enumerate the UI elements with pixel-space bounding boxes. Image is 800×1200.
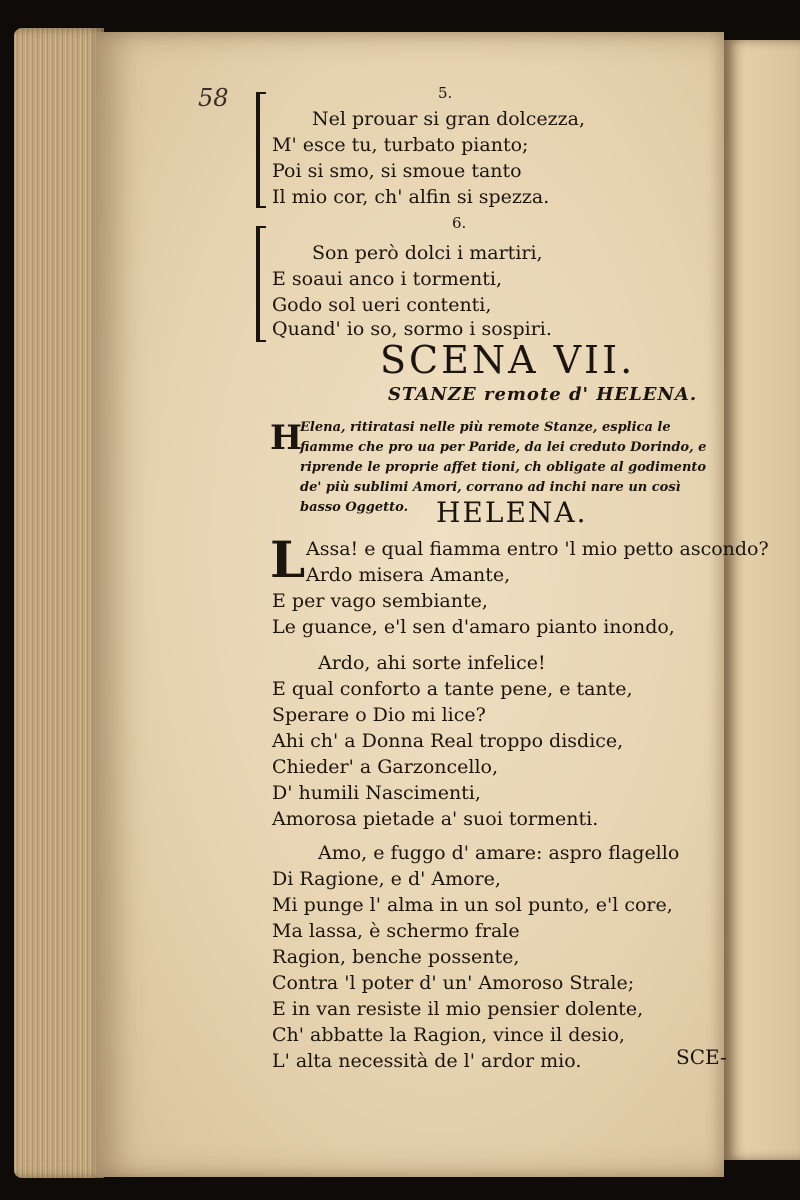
verse-line: Il mio cor, ch' alfin si spezza. — [272, 186, 550, 208]
verse-line: Ch' abbatte la Ragion, vince il desio, — [272, 1024, 625, 1046]
verse-line: Godo sol ueri contenti, — [272, 294, 492, 316]
verse-line: Di Ragione, e d' Amore, — [272, 868, 501, 890]
verse-line: E in van resiste il mio pensier dolente, — [272, 998, 644, 1020]
verse-line: Sperare o Dio mi lice? — [272, 704, 486, 726]
verse-line: E per vago sembiante, — [272, 590, 488, 612]
scene-subtitle: STANZE remote d' HELENA. — [388, 384, 698, 405]
verse-line: Ahi ch' a Donna Real troppo disdice, — [272, 730, 624, 752]
verse-line: Assa! e qual fiamma entro 'l mio petto ascondo? — [306, 538, 769, 560]
verse-line: E qual conforto a tante pene, e tante, — [272, 678, 633, 700]
verse-line: E soaui anco i tormenti, — [272, 268, 502, 290]
verse-line: Ragion, benche possente, — [272, 946, 520, 968]
scene-argument: Elena, ritiratasi nelle più remote Stanze, esplica le fiamme che pro ua per Paride, da lei creduto Dorindo, e riprende le proprie affet tioni, ch obligate al godimento de' più sublimi Amori, corrano ad inchi nare un così basso Oggetto. — [300, 420, 707, 515]
facing-page-edge — [724, 40, 800, 1160]
verse-line: Quand' io so, sormo i sospiri. — [272, 318, 552, 340]
stanza-number: 6. — [452, 214, 467, 232]
verse-line: Chieder' a Garzoncello, — [272, 756, 499, 778]
verse-line: Le guance, e'l sen d'amaro pianto inondo, — [272, 616, 675, 638]
verse-line: D' humili Nascimenti, — [272, 782, 481, 804]
speaker-name: HELENA. — [436, 496, 588, 529]
verse-line: Son però dolci i martiri, — [312, 242, 543, 264]
stanza-bracket — [256, 92, 266, 208]
stanza-number: 5. — [438, 84, 453, 102]
verse-line: Ardo misera Amante, — [306, 564, 511, 586]
verse-line: Amo, e fuggo d' amare: aspro flagello — [318, 842, 680, 864]
verse-line: M' esce tu, turbato pianto; — [272, 134, 529, 156]
verse-line: L' alta necessità de l' ardor mio. — [272, 1050, 582, 1072]
stanza-bracket — [256, 226, 266, 342]
book-page-edges — [14, 28, 104, 1178]
page-number: 58 — [198, 84, 229, 112]
drop-cap: L — [270, 530, 306, 589]
verse-line: Poi si smo, si smoue tanto — [272, 160, 522, 182]
verse-line: Ardo, ahi sorte infelice! — [318, 652, 546, 674]
scene-title: SCENA VII. — [380, 338, 636, 382]
verse-line: Ma lassa, è schermo frale — [272, 920, 520, 942]
verse-line: Mi punge l' alma in un sol punto, e'l core, — [272, 894, 673, 916]
verse-line: Nel prouar si gran dolcezza, — [312, 108, 586, 130]
catchword: SCE- — [676, 1045, 727, 1069]
argument-initial: H — [270, 418, 303, 458]
verse-line: Contra 'l poter d' un' Amoroso Strale; — [272, 972, 635, 994]
verse-line: Amorosa pietade a' suoi tormenti. — [272, 808, 599, 830]
